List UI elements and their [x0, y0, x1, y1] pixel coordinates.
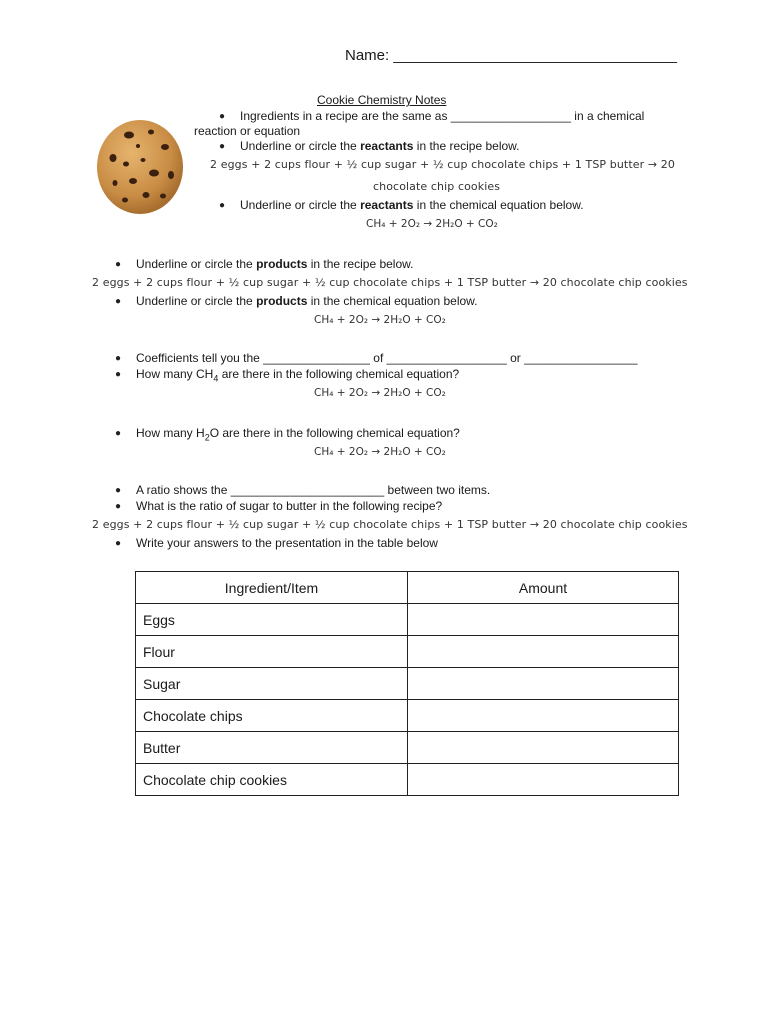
chemical-equation: CH₄ + 2O₂ → 2H₂O + CO₂ — [314, 314, 446, 326]
table-row — [136, 604, 679, 636]
ingredients-line-cont: reaction or equation — [194, 124, 301, 138]
recipe-line: 2 eggs + 2 cups flour + ½ cup sugar + ½ cup chocolate chips + 1 TSP butter → 20 chocolate chip cookies — [92, 518, 688, 531]
recipe-line: 2 eggs + 2 cups flour + ½ cup sugar + ½ cup chocolate chips + 1 TSP butter → 20 — [210, 158, 675, 171]
recipe-line: 2 eggs + 2 cups flour + ½ cup sugar + ½ cup chocolate chips + 1 TSP butter → 20 chocolate chip cookies — [92, 276, 688, 289]
table-instruction: Write your answers to the presentation in the table below — [136, 536, 438, 550]
amount-cell[interactable] — [408, 668, 679, 700]
how-many-h2o-question: How many $H_2O$ are there in the following chemical equation? — [136, 426, 460, 443]
bullet: ● — [115, 485, 122, 496]
amount-cell[interactable] — [408, 764, 679, 796]
reactants-blank[interactable]: __________________ — [450, 109, 571, 123]
bullet: ● — [115, 259, 122, 270]
header-amount: Amount — [408, 572, 679, 604]
amount-cell[interactable] — [408, 732, 679, 764]
item-cell: Chocolate chip cookies — [136, 764, 408, 796]
recipe-line-cont: chocolate chip cookies — [373, 180, 501, 193]
item-cell: Sugar — [136, 668, 408, 700]
ratio-question: What is the ratio of sugar to butter in the following recipe? — [136, 499, 443, 513]
amount-cell[interactable] — [408, 604, 679, 636]
bullet: ● — [115, 353, 122, 364]
item-cell: Butter — [136, 732, 408, 764]
name-label: Name: — [345, 47, 394, 64]
ratio-line[interactable]: A ratio shows the _______________________ between two items. — [136, 483, 491, 497]
bullet: ● — [115, 369, 122, 380]
amount-cell[interactable] — [408, 636, 679, 668]
bullet: ● — [115, 501, 122, 512]
ingredients-line: Ingredients in a recipe are the same as __________________ in a chemical — [240, 109, 645, 123]
chemical-equation: CH₄ + 2O₂ → 2H₂O + CO₂ — [366, 218, 498, 230]
bullet: ● — [115, 428, 122, 439]
how-many-ch4-question: How many $CH_4$ are there in the following chemical equation? — [136, 367, 460, 384]
ingredients-table — [135, 571, 679, 796]
bullet: ● — [219, 200, 226, 211]
table-row — [136, 668, 679, 700]
underline-products-equation: Underline or circle the products in the chemical equation below. — [136, 294, 478, 308]
underline-reactants-recipe: Underline or circle the reactants in the recipe below. — [240, 139, 520, 153]
table-row — [136, 700, 679, 732]
chemical-equation: CH₄ + 2O₂ → 2H₂O + CO₂ — [314, 446, 446, 458]
header-ingredient: Ingredient/Item — [136, 572, 408, 604]
item-cell: Chocolate chips — [136, 700, 408, 732]
amount-cell[interactable] — [408, 700, 679, 732]
chemical-equation: CH₄ + 2O₂ → 2H₂O + CO₂ — [314, 387, 446, 399]
name-line — [345, 47, 677, 64]
coefficients-line[interactable]: Coefficients tell you the ________________ of __________________ or _________________ — [136, 351, 638, 365]
underline-reactants-equation: Underline or circle the reactants in the chemical equation below. — [240, 198, 584, 212]
bullet: ● — [219, 111, 226, 122]
table-row — [136, 636, 679, 668]
bullet: ● — [115, 296, 122, 307]
underline-products-recipe: Underline or circle the products in the recipe below. — [136, 257, 414, 271]
table-header-row — [136, 572, 679, 604]
bullet: ● — [219, 141, 226, 152]
cookie-image — [96, 118, 184, 216]
item-cell: Eggs — [136, 604, 408, 636]
table-row — [136, 732, 679, 764]
page-title: Cookie Chemistry Notes — [317, 93, 447, 107]
table-row — [136, 764, 679, 796]
bullet: ● — [115, 538, 122, 549]
item-cell: Flour — [136, 636, 408, 668]
name-blank[interactable]: __________________________________ — [393, 47, 677, 64]
